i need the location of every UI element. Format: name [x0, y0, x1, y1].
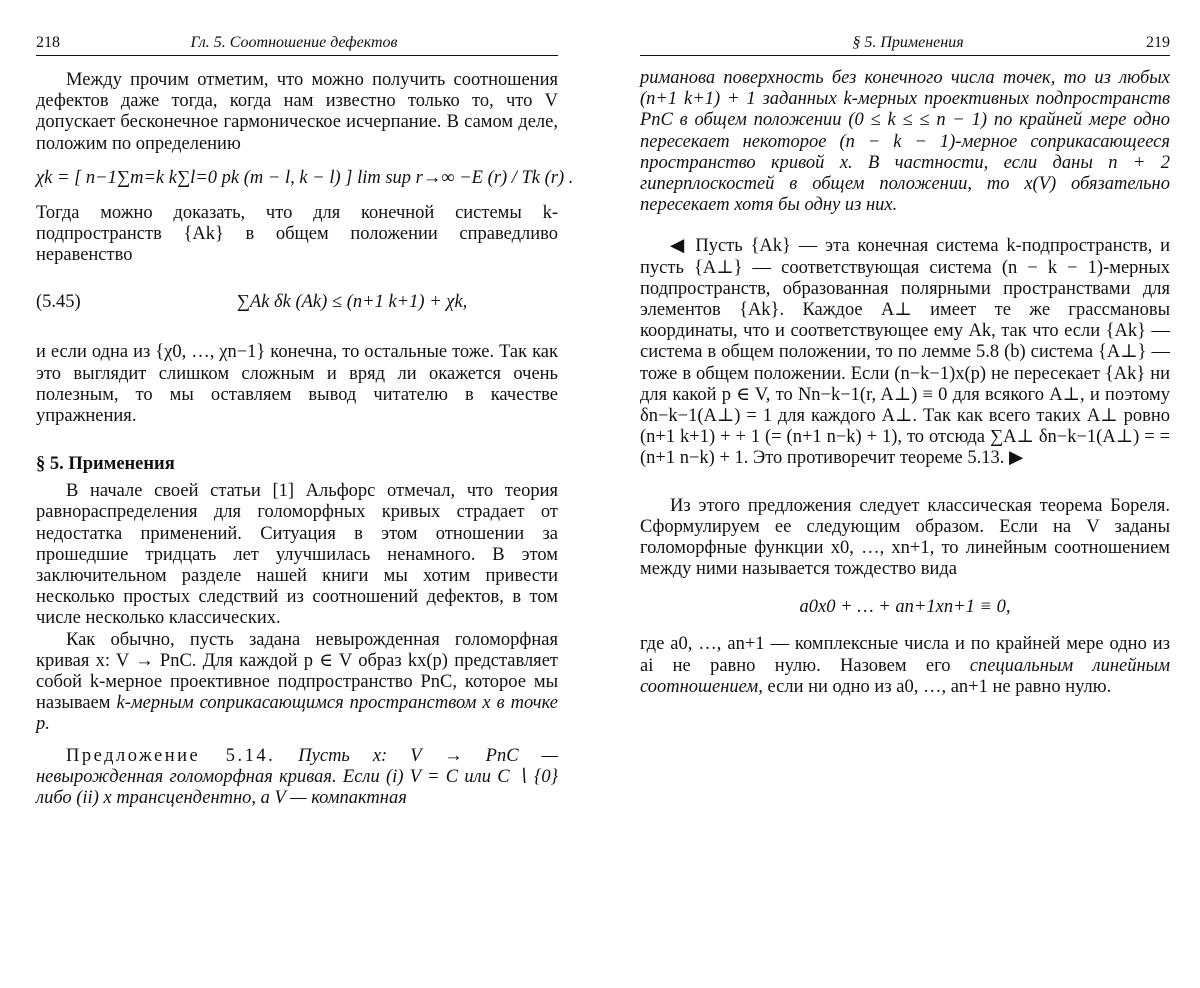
- right-paragraph-3: Из этого предложения следует классическая теорема Бореля. Сформулируем ее следующим образом. Если на V заданы голоморфные функции x0, …, xn+1, то линейным соотношением между ними называется тождество вида: [640, 496, 1170, 581]
- chi-definition-formula: χk = [ n−1∑m=k k∑l=0 pk (m − l, k − l) ] lim sup r→∞ −E (r) / Tk (r) .: [36, 167, 558, 189]
- left-page: [0, 0, 590, 988]
- left-running-header: [36, 34, 558, 56]
- proposition-label: Предложение 5.14.: [66, 746, 275, 766]
- proposition-text: Пусть x: V → PnC — невырожденная голоморфная кривая. Если (i) V = C или C ∖ {0} либо (ii) x трансцендентно, а V — компактная: [36, 746, 558, 808]
- proof-text: Пусть {Ak} — эта конечная система k-подпространств, и пусть {A⊥} — соответствующая система (n − k − 1)-мерных подпространств, образованная полярными пространствами для элементов {Ak}. Каждое A⊥ имеет те же грассмановы координаты, что и соответствующее ему Ak, так что если {Ak} — система в общем положении, то по лемме 5.8 (b) система {A⊥} — тоже в общем положении. Если (n−k−1)x(p) не пересекает {Ak} ни для какой p ∈ V, то Nn−k−1(r, A⊥) ≡ 0 для всякого A⊥, и поэтому δn−k−1(A⊥) = 1 для каждого A⊥. Так как всего таких A⊥ ровно (n+1 k+1) + + 1 (= (n+1 n−k) + 1), то отсюда ∑A⊥ δn−k−1(A⊥) = = (n+1 n−k) + 1. Это противоречит теореме 5.13.: [640, 236, 1170, 468]
- right-page-number: 219: [1146, 34, 1170, 52]
- left-paragraph-1: Между прочим отметим, что можно получить соотношения дефектов даже тогда, когда нам известно только то, что V допускает бесконечное гармоническое исчерпание. В самом деле, положим по определению: [36, 70, 558, 155]
- equation-5-45: [36, 280, 558, 324]
- right-page: [610, 0, 1200, 988]
- paragraph-4-italic: специальным линейным соотношением,: [640, 656, 1170, 697]
- left-paragraph-3: и если одна из {χ0, …, χn−1} конечна, то остальные тоже. Так как это выглядит слишком сложным и вряд ли окажется очень полезным, то мы оставляем вывод читателю в качестве упражнения.: [36, 342, 558, 427]
- paragraph-4-text-b: если ни одно из a0, …, an+1 не равно нулю.: [767, 677, 1111, 697]
- proof-end-marker: ▶: [1009, 448, 1023, 468]
- right-running-header: [640, 34, 1170, 56]
- linear-relation-formula: a0x0 + … + an+1xn+1 ≡ 0,: [640, 596, 1170, 618]
- proof-start-marker: ◀: [670, 236, 687, 256]
- right-running-title: § 5. Применения: [852, 34, 963, 52]
- right-paragraph-4: [640, 634, 1170, 698]
- left-page-number: 218: [36, 34, 60, 52]
- equation-number: (5.45): [36, 292, 146, 313]
- right-paragraph-1: риманова поверхность без конечного числа точек, то из любых (n+1 k+1) + 1 заданных k-мерных проективных подпространств PnC в общем положении (0 ≤ k ≤ ≤ n − 1) по крайней мере одно пересекает некоторое (n − k − 1)-мерное соприкасающееся пространство кривой x. В частности, если даны n + 2 гиперплоскостей в общем положении, то x(V) обязательно пересекает хотя бы одну из них.: [640, 68, 1170, 216]
- paragraph-5-text: Как обычно, пусть задана невырожденная голоморфная кривая x: V → PnC. Для каждой p ∈ V образ kx(p) представляет собой k-мерное проективное подпространство PnC, которое мы называем: [36, 630, 558, 714]
- right-proof-paragraph: [640, 236, 1170, 469]
- section-heading: § 5. Применения: [36, 453, 558, 475]
- left-paragraph-5: [36, 630, 558, 736]
- equation-body: ∑Ak δk (Ak) ≤ (n+1 k+1) + χk,: [146, 292, 558, 313]
- left-running-title: Гл. 5. Соотношение дефектов: [191, 34, 398, 52]
- paragraph-4-text-a: где a0, …, an+1 — комплексные числа и по крайней мере одно из ai не равно нулю. Назовем его: [640, 634, 1170, 675]
- left-paragraph-4: В начале своей статьи [1] Альфорс отмечал, что теория равнораспределения для голоморфных кривых страдает от недостатка применений. Ситуация в этом отношении за прошедшие тридцать лет улучшилась ненамного. В этом заключительном разделе нашей книги мы хотим привести несколько простых следствий из соотношений дефектов, в том числе несколько классических.: [36, 481, 558, 629]
- left-paragraph-2: Тогда можно доказать, что для конечной системы k-подпространств {Ak} в общем положении справедливо неравенство: [36, 203, 558, 267]
- proposition-5-14: [36, 746, 558, 810]
- paragraph-5-italic: k-мерным соприкасающимся пространством x в точке p.: [36, 693, 558, 734]
